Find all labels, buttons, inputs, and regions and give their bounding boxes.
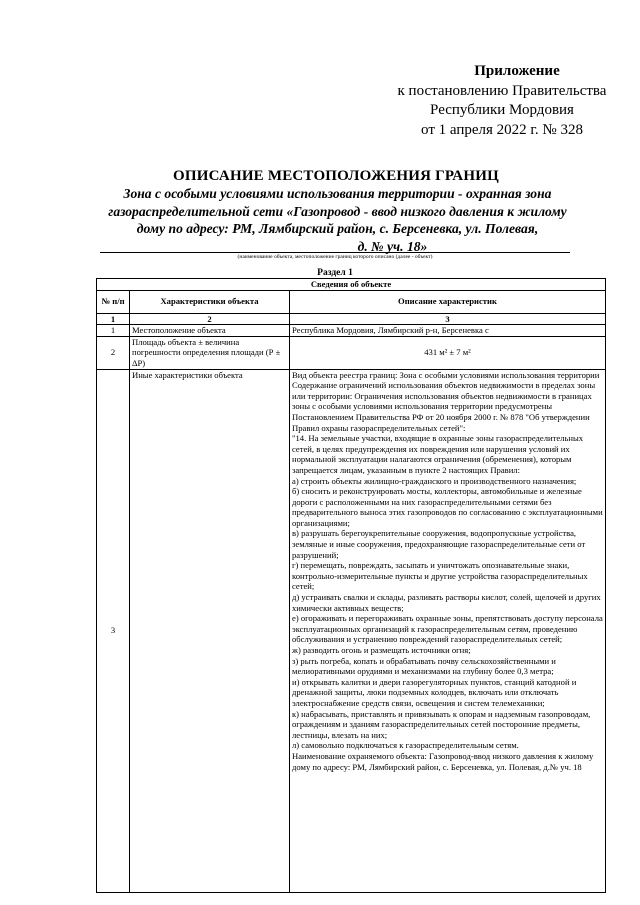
description-paragraph: б) сносить и реконструировать мосты, коллекторы, автомобильные и железные дороги с расположенными на них газораспределительными сетями без предварительного выноса этих газопроводов по согласованию с эксплуатационными организациями; — [292, 486, 603, 528]
object-note: (наименование объекта, местоположение границ которого описано (далее - объект) — [237, 254, 433, 260]
description-paragraph: а) строить объекты жилищно-гражданского и производственного назначения; — [292, 475, 577, 486]
subtitle-line: дому по адресу: РМ, Лямбирский район, с. Берсеневка, ул. Полевая, — [136, 221, 539, 236]
row-description: 431 м² ± 7 м² — [290, 336, 606, 369]
subtitle-line: Зона с особыми условиями использования территории - охранная зона — [123, 186, 552, 201]
description-paragraph: д) устраивать свалки и склады, разливать растворы кислот, солей, щелочей и других химически активных веществ; — [292, 592, 601, 613]
table-row — [97, 336, 606, 369]
description-paragraph: "14. На земельные участки, входящие в охранные зоны газораспределительных сетей, в целях предупреждения их повреждения или нарушения условий их нормальной эксплуатации налагаются ограничения (обременения), которым запрещается лицам, указанным в пункте 2 настоящих Правил: — [292, 433, 584, 475]
title-underline — [100, 252, 570, 253]
section-title: Раздел 1 — [317, 268, 353, 278]
object-info-table — [96, 278, 606, 893]
appendix-block — [352, 62, 612, 140]
column-header-description: Описание характеристик — [290, 290, 606, 313]
row-description: Республика Мордовия, Лямбирский р-н, Берсеневка с — [290, 325, 606, 337]
column-header-number: № п/п — [97, 290, 130, 313]
appendix-line-2: Республики Мордовия — [430, 102, 574, 118]
description-paragraph: в) разрушать берегоукрепительные сооружения, водопропускные устройства, земляные и иные сооружения, предохраняющие газораспределительные сети от разрушений; — [292, 528, 586, 560]
description-paragraph: з) рыть погреба, копать и обрабатывать почву сельскохозяйственными и мелиоративными орудиями и механизмами на глубину более 0,3 метра; — [292, 655, 556, 677]
row-description — [290, 369, 606, 892]
row-characteristic: Площадь объекта ± величина погрешности определения площади (Р ± ΔР) — [130, 336, 290, 369]
column-number: 3 — [290, 313, 606, 325]
appendix-line-3: от 1 апреля 2022 г. № 328 — [421, 121, 583, 138]
description-paragraph: г) перемещать, повреждать, засыпать и уничтожать опознавательные знаки, контрольно-измерительные пункты и другие устройства газораспределительных сетей; — [292, 560, 588, 592]
column-header-characteristic: Характеристики объекта — [130, 290, 290, 313]
description-paragraph: Вид объекта реестра границ: Зона с особыми условиями использования территории — [292, 369, 600, 380]
column-number: 1 — [97, 313, 130, 325]
document-subtitle — [100, 185, 575, 255]
row-number: 3 — [97, 369, 130, 892]
row-number: 2 — [97, 336, 130, 369]
subtitle-line: газораспределительной сети «Газопровод - ввод низкого давления к жилому — [108, 203, 567, 219]
description-paragraph: Наименование охраняемого объекта: Газопровод-ввод низкого давления к жилому дому по адресу: РМ, Лямбирский район, с. Берсеневка, ул. Полевая, д.№ уч. 18 — [292, 750, 594, 772]
row-characteristic: Местоположение объекта — [130, 325, 290, 337]
column-number: 2 — [130, 313, 290, 325]
table-row — [97, 369, 606, 892]
subtitle-line: д. № уч. 18» — [357, 238, 428, 254]
table-header-row — [97, 279, 606, 291]
description-paragraph: ж) разводить огонь и размещать источники огня; — [292, 645, 471, 655]
row-characteristic: Иные характеристики объекта — [130, 369, 290, 892]
row-number: 1 — [97, 325, 130, 337]
table-row — [97, 325, 606, 337]
appendix-line-1: к постановлению Правительства — [397, 82, 607, 99]
description-paragraph: е) огораживать и перегораживать охранные зоны, препятствовать доступу персонала эксплуатационных организаций к газораспределительным сетям, проведению обслуживания и устранению повреждений газораспределительных сетей; — [292, 613, 603, 645]
description-paragraph: и) открывать калитки и двери газорегуляторных пунктов, станций катодной и дренажной защиты, люки подземных колодцев, включать или отключать электроснабжение средств связи, освещения и систем телемеханики; — [292, 676, 577, 708]
column-header-row — [97, 290, 606, 313]
appendix-title: Приложение — [474, 63, 560, 79]
description-paragraph: л) самовольно подключаться к газораспределительным сетям. — [292, 740, 519, 751]
description-paragraph: к) набрасывать, приставлять и привязывать к опорам и надземным газопроводам, ограждениям и зданиям газораспределительных сетей посторонние предметы, лестницы, влезать на них; — [292, 708, 591, 740]
column-number-row — [97, 313, 606, 325]
table-header: Сведения об объекте — [97, 279, 606, 291]
description-paragraph: Содержание ограничений использования объектов недвижимости в пределах зоны или территории: Ограничения использования объектов недвижимости в границах зоны с особыми условиями использования территории предусмотрены Постановлением Правительства РФ от 20 ноября 2000 г. № 878 "Об утверждении Правил охраны газораспределительных сетей": — [292, 380, 596, 433]
document-title: ОПИСАНИЕ МЕСТОПОЛОЖЕНИЯ ГРАНИЦ — [173, 168, 499, 184]
